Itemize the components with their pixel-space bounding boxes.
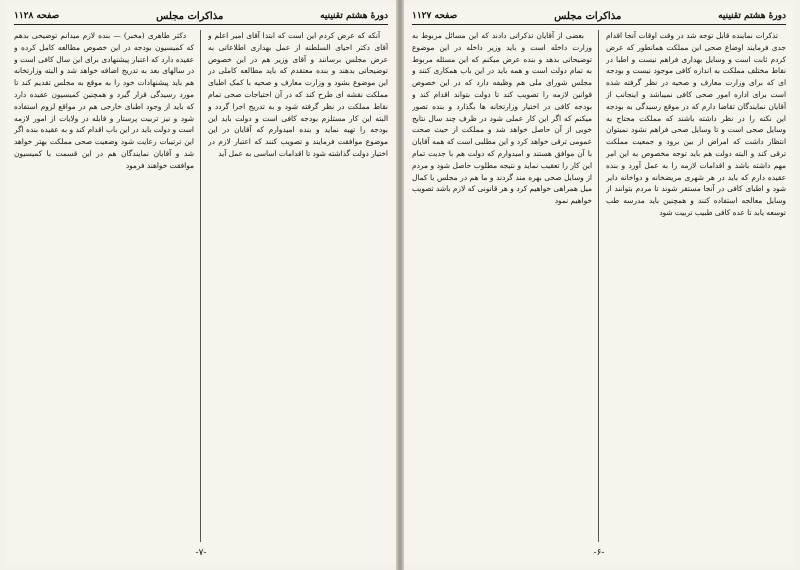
right-page	[404, 4, 794, 564]
paragraph: دکتر طاهری (مخبر) — بنده لازم میدانم توضیحی بدهم که کمیسیون بودجه در این خصوص مطالعه کامل کرده و عقیده دارد که اعتبار پیشنهادی برای این سال کافی است و در سالهای بعد به تدریج اضافه خواهد شد و البته وزارتخانه هم باید پیشنهادات خود را به موقع به مجلس تقدیم کند تا مورد رسیدگی قرار گیرد و همچنین کمیسیون عقیده دارد که باید از وجود اطبای خارجی هم در مواقع لزوم استفاده شود و نیز تربیت پرستار و قابله در ولایات از امور لازمه است و دولت باید در این باب اقدام کند و به عقیده بنده اگر این ترتیبات رعایت شود وضعیت صحی مملکت بهتر خواهد شد و آقایان نمایندگان هم در این قسمت با کمیسیون موافقت خواهند فرمود	[14, 31, 194, 170]
header-page-number: صفحه ۱۱۲۸	[14, 11, 60, 21]
page-footer-number: -۷-	[195, 548, 207, 558]
page-header	[412, 8, 786, 25]
book-gutter	[396, 0, 404, 570]
column-divider	[200, 30, 201, 542]
header-session: دورهٔ هشتم تقنینیه	[718, 11, 786, 21]
header-page-number: صفحه ۱۱۲۷	[412, 11, 458, 21]
left-page	[6, 4, 396, 564]
column-divider	[598, 30, 599, 542]
paragraph: تذکرات نماینده قابل توجه شد در وقت اوقات آنجا اقدام جدی فرمایند اوضاع صحی این مملکت همانطور که عرض کردم ثابت است و وسایل بهداری فراهم نیست و اطبا در نقاط مختلف مملکت به اندازه کافی موجود نیست و بودجه ای که برای وزارت معارف و صحیه در نظر گرفته شده است برای اداره امور صحی کافی نمیباشد و اینجانب از آقایان نمایندگان تقاضا دارم که در موقع رسیدگی به بودجه این نکته را در نظر داشته باشند که مملکت محتاج به وسایل صحی است و تا وسایل صحی فراهم نشود نمیتوان انتظار داشت که امراض از بین برود و جمعیت مملکت ترقی کند و البته دولت هم باید توجه مخصوص به این امر مهم داشته باشد و اقدامات لازمه را به عمل آورد و بنده عقیده دارم که باید در هر شهری مریضخانه و دواخانه دایر شود و اطبای کافی در آنجا مستقر شوند تا مردم بتوانند از وسایل معالجه استفاده کنند و همچنین باید مدرسه طب توسعه یابد تا عده کافی طبیب تربیت شود	[606, 31, 786, 217]
text-column-left	[14, 30, 194, 542]
header-title: مذاکرات مجلس	[554, 10, 622, 22]
text-column-right	[208, 30, 388, 542]
paragraph: آنکه که عرض کردم این است که ابتدا آقای امیر اعلم و آقای دکتر احیای السلطنه از عمل بهداری اطلاعاتی به عرض مجلس برسانند و آقای وزیر هم در این خصوص توضیحاتی بدهند و بنده معتقدم که باید مطالعه کاملی در این موضوع بشود و وزارت معارف و صحیه با کمک اطبای مملکت نقشه ای طرح کند که در آن احتیاجات صحی تمام نقاط مملکت در نظر گرفته شود و به تدریج اجرا گردد و البته این کار مستلزم بودجه کافی است و دولت باید این بودجه را تهیه نماید و بنده امیدوارم که آقایان در این موضوع موافقت فرمایند و تصویب کنند که اعتبار لازم در اختیار دولت گذاشته شود تا اقدامات اساسی به عمل آید	[208, 31, 388, 158]
header-session: دورهٔ هشتم تقنینیه	[320, 11, 388, 21]
text-column-right	[606, 30, 786, 542]
header-title: مذاکرات مجلس	[156, 10, 224, 22]
page-footer-number: -۶-	[593, 548, 605, 558]
text-column-left	[412, 30, 592, 542]
paragraph: بعضی از آقایان تذکراتی دادند که این مسائل مربوط به وزارت داخله است و باید وزیر داخله در این موضوع توضیحاتی بدهد و بنده عرض میکنم که این مسئله مربوط به تمام دولت است و همه باید در این باب همکاری کنند و مجلس شورای ملی هم وظیفه دارد که در این خصوص قوانین لازمه را تصویب کند تا دولت بتواند اقدام کند و بودجه کافی در اختیار وزارتخانه ها بگذارد و بنده تصور میکنم که اگر این کار عملی شود در ظرف چند سال نتایج خوبی از آن حاصل خواهد شد و مملکت از حیث صحت عمومی ترقی خواهد کرد و این مطلبی است که همه آقایان با آن موافق هستند و امیدوارم که دولت هم با جدیت تمام این کار را تعقیب نماید و نتیجه مطلوب حاصل شود و مردم از وسایل صحی بهره مند گردند و ما هم در مجلس با کمال میل همراهی خواهیم کرد و هر قانونی که لازم باشد تصویب خواهیم نمود	[412, 31, 592, 206]
page-header	[14, 8, 388, 25]
